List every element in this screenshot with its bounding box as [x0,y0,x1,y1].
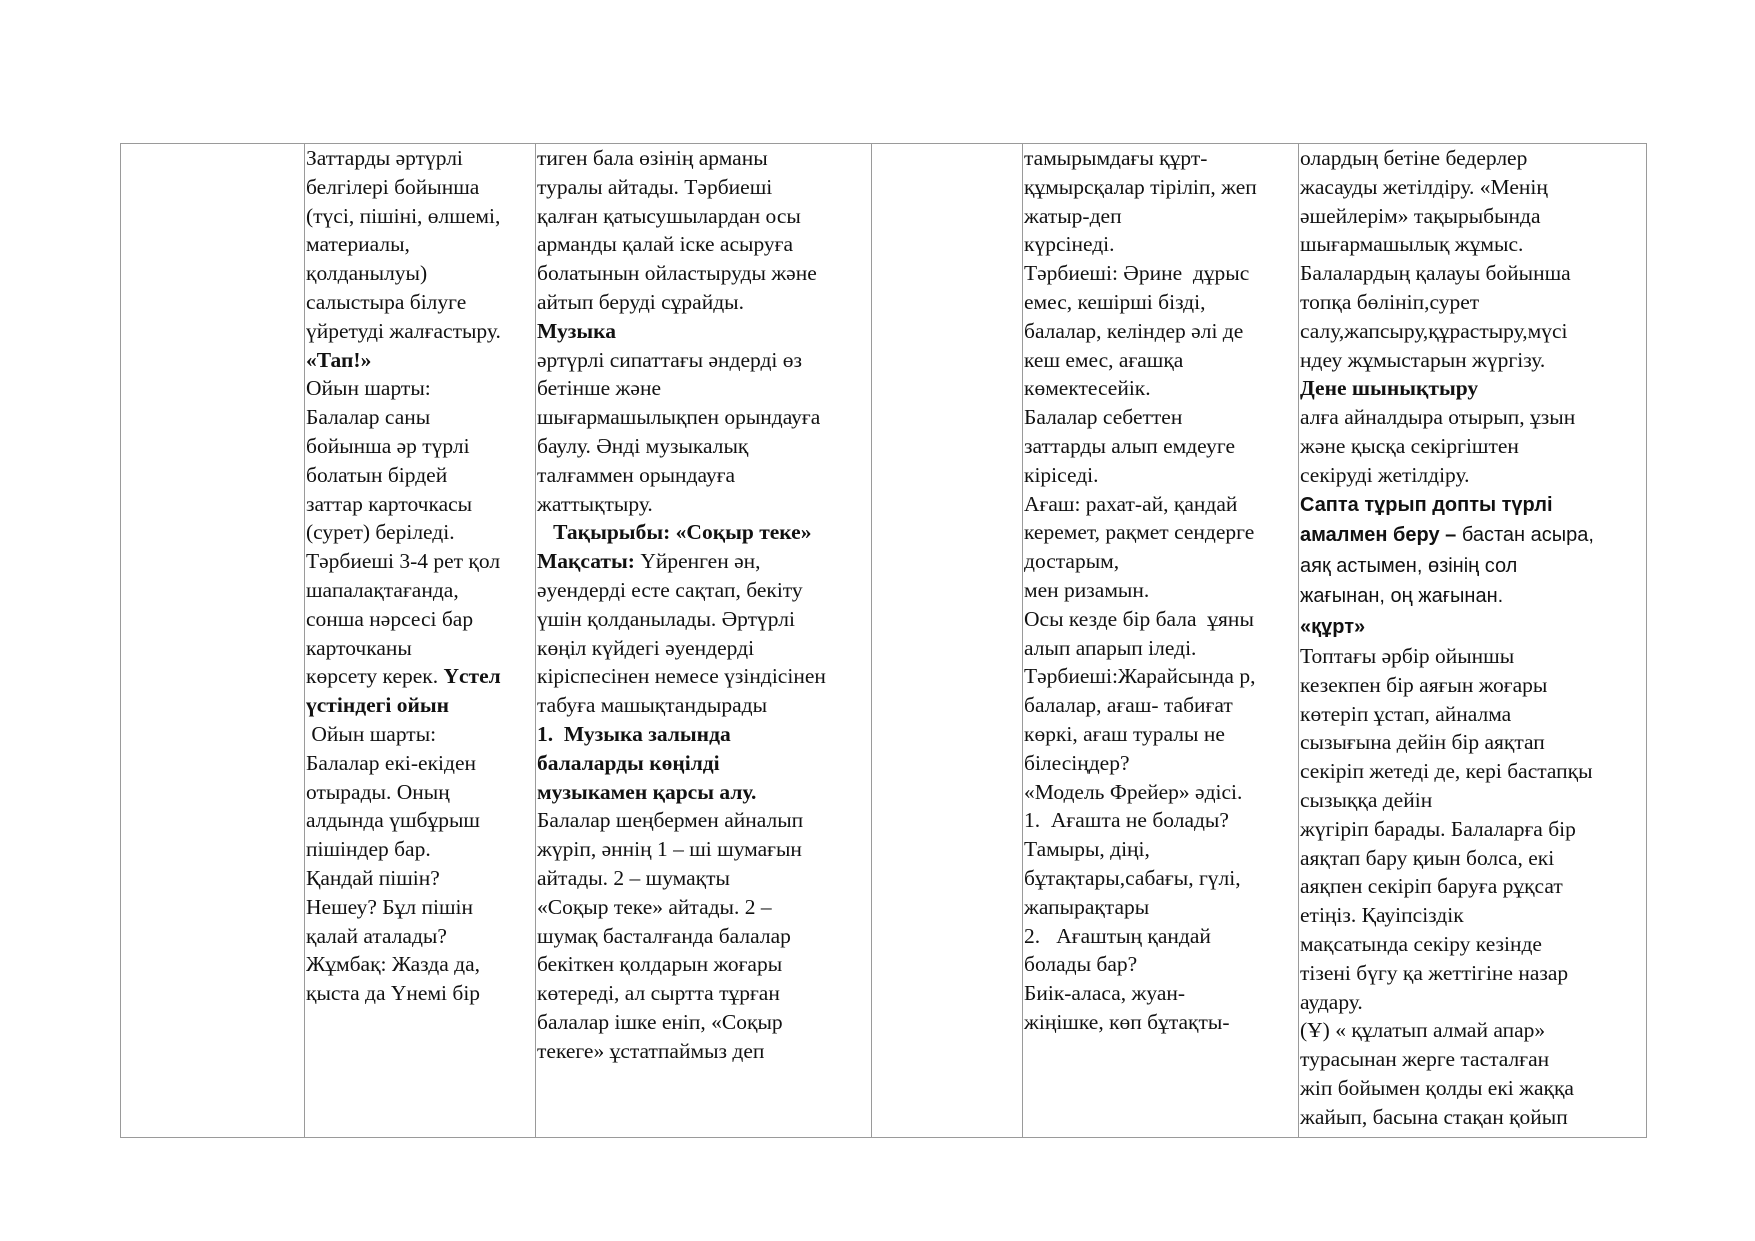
text-line-content: Балалардың қалауы бойынша [1300,261,1571,286]
text-line-content: көтереді, ал сыртта тұрған [537,981,780,1006]
text-line [537,979,870,1008]
text-line-content: Жұмбақ: Жазда да, [306,952,480,977]
text-line [1024,374,1297,403]
text-line [537,806,870,835]
text-line [1024,202,1297,231]
text-line [306,950,534,979]
text-line-content: жүріп, әннің 1 – ші шумағын [537,837,802,862]
text-line-content: сызыққа дейін [1300,788,1433,813]
text-line-content: «Модель Фрейер» әдісі. [1024,779,1243,804]
text-line-content: әртүрлі сипаттағы әндерді өз [537,347,803,372]
text-line-content: топқа бөлініп,сурет [1300,289,1480,314]
text-line-content: Заттарды әртүрлі [306,146,463,170]
text-line [1300,844,1645,873]
text-line [1024,317,1297,346]
text-line [306,144,534,173]
text-line-content: кезекпен бір аяғын жоғары [1300,672,1548,697]
text-line-content: қыста да Үнемі бір [306,981,481,1006]
text-line [1300,490,1645,521]
text-line [537,547,870,576]
text-line [306,374,534,403]
text-line [1300,581,1645,612]
text-line [1024,835,1297,864]
table-cell-col-1 [121,144,305,1138]
text-line [306,432,534,461]
text-line-content: қалған қатысушылардан осы [537,203,801,228]
text-line-tail: бастан асыра, [1461,524,1594,547]
text-line-content: карточканы [306,635,412,660]
text-line [1024,922,1297,951]
text-line [1300,728,1645,757]
text-line-content: кіріспесінен немесе үзіндісінен [537,664,826,689]
text-line-content: айтады. 2 – шумақты [537,865,730,890]
text-line [1024,144,1297,173]
text-line-content: шумақ басталғанда балалар [537,923,791,948]
text-line [1300,144,1645,173]
text-line-content: білесіңдер? [1024,750,1130,775]
text-line-content: Ағаш: рахат-ай, қандай [1024,491,1238,516]
text-line [1024,864,1297,893]
text-line-content: құмырсқалар тіріліп, жеп [1024,174,1257,199]
text-line-content: Балалар шеңбермен айналып [537,808,804,833]
text-line-content: отырады. Оның [306,779,450,804]
text-line [306,605,534,634]
text-line-content: керемет, рақмет сендерге [1024,520,1255,545]
text-line-content: үшін қолданылады. Әртүрлі [537,606,795,631]
text-line-content: шапалақтағанда, [306,577,459,602]
text-line [537,691,870,720]
text-line [1024,778,1297,807]
text-line [1024,518,1297,547]
text-line-content: көркі, ағаш туралы не [1024,721,1225,746]
text-line [306,662,534,691]
text-line [1300,959,1645,988]
text-line [1024,1008,1297,1037]
text-line-content: турасынан жерге тасталған [1300,1047,1550,1072]
text-line [306,317,534,346]
text-line [1300,757,1645,786]
text-line-content: арманды қалай іске асыруға [537,232,794,257]
text-line-content: мақсатында секіру кезінде [1300,932,1542,957]
text-line-content: қолданылуы) [306,261,428,286]
text-line-content: Биік-аласа, жуан- [1024,981,1186,1006]
text-line [1300,1103,1645,1132]
text-line [1300,520,1645,551]
text-line [306,806,534,835]
text-line [1024,806,1297,835]
text-line-content: тамырымдағы құрт- [1024,146,1208,170]
text-line-content: қалай аталады? [306,923,447,948]
text-line [537,518,870,547]
text-line-content: бекіткен қолдарын жоғары [537,952,783,977]
text-line-content: аяқ астымен, өзінің сол [1300,554,1518,577]
text-line-content: Мақсаты: [537,549,641,574]
text-line-content: тізені бүгу қа жеттігіне назар [1300,960,1569,985]
text-line [537,144,870,173]
text-line [1024,259,1297,288]
text-line [1300,872,1645,901]
text-line-content: бетінше және [537,376,661,401]
text-line [1024,662,1297,691]
text-line-content: алып апарып іледі. [1024,635,1197,660]
text-line [1300,642,1645,671]
text-line-content: Балалар саны [306,405,431,430]
text-line-content: көңіл күйдегі әуендерді [537,635,755,660]
text-line [306,288,534,317]
text-line [306,749,534,778]
text-line-content: балалар ішке еніп, «Соқыр [537,1009,783,1034]
text-line-content: балалар, ағаш- табиғат [1024,693,1233,718]
text-line [306,634,534,663]
text-line-content: (сурет) беріледі. [306,520,455,545]
text-line-content: заттарды алып емдеуге [1024,433,1236,458]
text-line [1024,432,1297,461]
text-line [1300,346,1645,375]
table-cell-col-4 [872,144,1023,1138]
text-line [306,691,534,720]
text-line [537,576,870,605]
text-line-content: талғаммен орындауға [537,462,736,487]
text-line-content: секіруді жетілдіру. [1300,462,1470,487]
text-line-content: мен ризамын. [1024,577,1150,602]
text-line-content: жіп бойымен қолды екі жаққа [1300,1076,1574,1101]
text-line-content: жүгіріп барады. Балаларға бір [1300,816,1576,841]
text-line-content: бұтақтары,сабағы, гүлі, [1024,865,1241,890]
table-cell-col-6 [1299,144,1647,1138]
text-line [537,749,870,778]
text-line-content: тиген бала өзінің арманы [537,146,768,170]
text-line [306,922,534,951]
text-line [306,173,534,202]
text-line-content: Тәрбиеші: Әрине дұрыс [1024,261,1250,286]
text-line [1024,346,1297,375]
table-cell-col-3 [536,144,872,1138]
text-line [1300,988,1645,1017]
text-line [537,950,870,979]
text-line-content: сызығына дейін бір аяқтап [1300,730,1545,755]
text-line [1300,1074,1645,1103]
text-line-content: емес, кешірші бізді, [1024,289,1206,314]
table-row [121,144,1647,1138]
text-line [1300,1016,1645,1045]
text-line [537,778,870,807]
text-line-content: көтеріп ұстап, айналма [1300,701,1512,726]
text-line [1300,612,1645,643]
text-line-content: аудару. [1300,989,1363,1014]
text-line [306,518,534,547]
text-line [1024,576,1297,605]
text-line [537,403,870,432]
text-line-content: айтып беруді сұрайды. [537,289,744,314]
text-line-content: Тәрбиеші 3-4 рет қол [306,549,501,574]
text-line-content: аяқтап бару қиын болса, екі [1300,845,1555,870]
text-line [537,1037,870,1066]
text-line-content: алға айналдыра отырып, ұзын [1300,405,1576,430]
text-line-content: салу,жапсыру,құрастыру,мүсі [1300,318,1568,343]
text-line [1024,893,1297,922]
text-line [1300,1045,1645,1074]
text-line [306,979,534,1008]
text-line-content: Тамыры, діңі, [1024,837,1150,862]
text-line-content: (Ұ) « құлатып алмай апар» [1300,1018,1546,1043]
text-line [1300,202,1645,231]
text-line-content: жапырақтары [1024,894,1150,919]
text-line [1024,461,1297,490]
text-line [1024,634,1297,663]
text-line [537,230,870,259]
text-line-content: материалы, [306,232,410,257]
text-line-content: үйретуді жалғастыру. [306,318,501,343]
text-line [306,346,534,375]
text-line [1024,979,1297,1008]
text-line-content: кеш емес, ағашқа [1024,347,1184,372]
text-line-content: Сапта тұрып допты түрлі [1300,493,1553,516]
text-line-content: Топтағы әрбір ойыншы [1300,644,1515,669]
text-line [537,634,870,663]
text-line-content: Осы кезде бір бала ұяны [1024,606,1254,631]
text-line [1024,950,1297,979]
text-line [1024,230,1297,259]
text-line [1300,815,1645,844]
text-line [537,259,870,288]
text-line-content: олардың бетіне бедерлер [1300,146,1528,170]
text-line-content: достарым, [1024,549,1120,574]
text-line [537,922,870,951]
text-line-content: шығармашылық жұмыс. [1300,232,1524,257]
table-cell-col-2 [305,144,536,1138]
text-line [306,230,534,259]
text-line [1024,749,1297,778]
text-line-content: әуендерді есте сақтап, бекіту [537,577,803,602]
text-line-content: «Тап!» [306,347,372,372]
text-line [1024,288,1297,317]
text-line [1300,551,1645,582]
text-line-content: Ойын шарты: [306,721,437,746]
text-line [537,864,870,893]
text-line [306,461,534,490]
text-line [537,605,870,634]
text-line-content: көмектесейік. [1024,376,1151,401]
text-line-content: (түсі, пішіні, өлшемі, [306,203,501,228]
text-line [306,403,534,432]
text-line [537,1008,870,1037]
text-line-content: және қысқа секіргіштен [1300,433,1519,458]
text-line [1024,720,1297,749]
text-line-content: бойынша әр түрлі [306,433,470,458]
text-line-content: Қандай пішін? [306,865,440,890]
text-line-content: аяқпен секіріп баруға рұқсат [1300,874,1563,899]
text-line [537,432,870,461]
text-line-content: ндеу жұмыстарын жүргізу. [1300,347,1546,372]
text-line-content: алдында үшбұрыш [306,808,480,833]
text-line [306,778,534,807]
text-line-content: Ойын шарты: [306,376,431,401]
text-line [1300,317,1645,346]
text-line-content: сонша нәрсесі бар [306,606,474,631]
text-line [537,461,870,490]
text-line [1300,461,1645,490]
text-line-content: пішіндер бар. [306,837,431,862]
text-line-content: белгілері бойынша [306,174,480,199]
text-line [1300,173,1645,202]
text-line-content: болатын бірдей [306,462,448,487]
text-line-content: Балалар себеттен [1024,405,1183,430]
text-line [306,576,534,605]
text-line-content: баулу. Әнді музыкалық [537,433,749,458]
text-line [1300,259,1645,288]
text-line-content: «құрт» [1300,615,1366,638]
text-line-content: Балалар екі-екіден [306,750,477,775]
text-line-content: шығармашылықпен орындауға [537,405,821,430]
text-line-content: балаларды көңілді [537,750,720,775]
text-line [1024,691,1297,720]
text-line [537,173,870,202]
text-line [1300,930,1645,959]
text-line-content: Тақырыбы: «Соқыр теке» [537,520,812,545]
text-line [537,720,870,749]
text-line [1024,490,1297,519]
text-line-content: текеге» ұстатпаймыз деп [537,1038,765,1063]
text-line [1300,230,1645,259]
text-line-content: амалмен беру – [1300,524,1462,547]
text-line-content: көрсету керек. [306,664,444,689]
text-line [537,490,870,519]
text-line [1024,547,1297,576]
text-line-tail: Үстел [443,664,501,689]
text-line [537,288,870,317]
text-line [1300,403,1645,432]
lesson-plan-table [120,143,1647,1138]
text-line [1300,786,1645,815]
text-line-content: етіңіз. Қауіпсіздік [1300,903,1464,928]
text-line-content: Музыка [537,318,616,343]
text-line [1300,374,1645,403]
text-line [306,864,534,893]
text-line-content: әшейлерім» тақырыбында [1300,203,1541,228]
text-line [1024,173,1297,202]
text-line-content: жасауды жетілдіру. «Менің [1300,174,1548,199]
text-line-content: «Соқыр теке» айтады. 2 – [537,894,772,919]
text-line-content: 1. Ағашта не болады? [1024,808,1229,833]
text-line [306,259,534,288]
text-line-content: 1. Музыка залында [537,721,731,746]
text-line [1024,605,1297,634]
text-line-content: жағынан, оң жағынан. [1300,585,1504,608]
text-line [537,835,870,864]
text-line [1300,671,1645,700]
text-line [537,346,870,375]
text-line-tail: Үйренген ән, [640,549,761,574]
text-line [1300,700,1645,729]
text-line-content: кіріседі. [1024,462,1099,487]
text-line [1300,432,1645,461]
text-line-content: үстіндегі ойын [306,693,450,718]
text-line-content: Дене шынықтыру [1300,376,1479,401]
text-line [537,662,870,691]
text-line-content: заттар карточкасы [306,491,473,516]
text-line-content: музыкамен қарсы алу. [537,779,757,804]
text-line-content: жатыр-деп [1024,203,1122,228]
text-line [537,317,870,346]
text-line [306,490,534,519]
text-line-content: жаттықтыру. [537,491,653,516]
text-line [306,202,534,231]
table-cell-col-5 [1023,144,1299,1138]
text-line-content: Тәрбиеші:Жарайсында р, [1024,664,1256,689]
text-line-content: 2. Ағаштың қандай [1024,923,1211,948]
text-line-content: жіңішке, көп бұтақты- [1024,1009,1230,1034]
text-line-content: болатынын ойластыруды және [537,261,817,286]
text-line-content: Нешеу? Бұл пішін [306,894,474,919]
text-line [1300,901,1645,930]
text-line [1300,288,1645,317]
text-line [306,835,534,864]
text-line [306,893,534,922]
text-line [537,374,870,403]
text-line-content: жайып, басына стақан қойып [1300,1104,1568,1129]
text-line-content: балалар, келіндер әлі де [1024,318,1244,343]
text-line [1024,403,1297,432]
text-line-content: секіріп жетеді де, кері бастапқы [1300,759,1593,784]
text-line [306,547,534,576]
text-line-content: туралы айтады. Тәрбиеші [537,174,773,199]
text-line [537,202,870,231]
text-line-content: табуға машықтандырады [537,693,768,718]
text-line [306,720,534,749]
text-line-content: болады бар? [1024,952,1138,977]
text-line-content: салыстыра білуге [306,289,467,314]
text-line-content: күрсінеді. [1024,232,1115,257]
text-line [537,893,870,922]
